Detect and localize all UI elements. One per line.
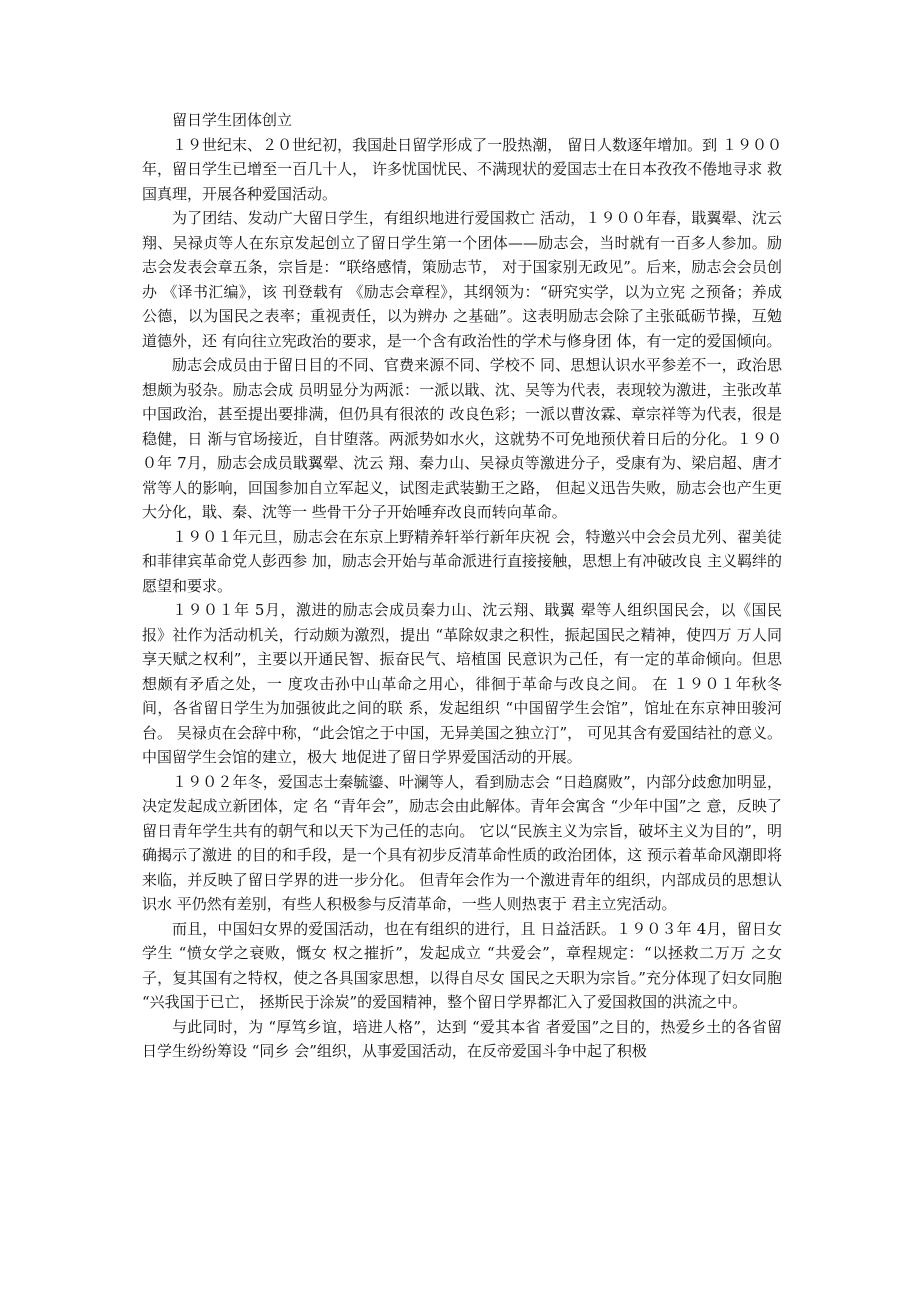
paragraph-1: １９世纪末、２０世纪初，我国赴日留学形成了一股热潮， 留日人数逐年增加。到 １９００年，留日学生已增至一百几十人， 许多忧国忧民、不满现状的爱国志士在日本孜孜不倦地寻求 救国真理，开展各种爱国活动。: [142, 135, 782, 203]
paragraph-2: 为了团结、发动广大留日学生，有组织地进行爱国救亡 活动，１９００年春，戢翼翚、沈云翔、吴禄贞等人在东京发起创立了留日学生第一个团体——励志会，当时就有一百多人参加。励志会发表会章五条，宗旨是：“联络感情，策励志节， 对于国家别无政见”。后来，励志会会员创办 《译书汇编》，该 刊登载有 《励志会章程》，其纲领为：“研究实学，以为立宪 之预备；养成公德，以为国民之表率；重视责任，以为辨办 之基础”。这表明励志会除了主张砥砺节操，互勉道德外，还 有向往立宪政治的要求，是一个含有政治性的学术与修身团 体，有一定的爱国倾向。: [142, 209, 782, 350]
paragraph-8: 与此同时，为 “厚笃乡谊，培进人格”，达到 “爱其本省 者爱国”之目的，热爱乡土的各省留日学生纷纷筹设 “同乡 会”组织，从事爱国活动，在反帝爱国斗争中起了积极: [142, 1017, 782, 1060]
paragraph-4: １９０１年元旦，励志会在东京上野精养轩举行新年庆祝 会，特邀兴中会会员尤列、翟美徒和菲律宾革命党人彭西参 加，励志会开始与革命派进行直接接触，思想上有冲破改良 主义羁绊的愿望和要求。: [142, 527, 782, 595]
paragraph-5: １９０１年 5月，激进的励志会成员秦力山、沈云翔、戢翼 翚等人组织国民会，以《国民报》社作为活动机关，行动颇为激烈，提出 “革除奴隶之积性，振起国民之精神，使四万 万人同享天赋之权利”，主要以开通民智、振奋民气、培植国 民意识为己任，有一定的革命倾向。但思想颇有矛盾之处，一 度攻击孙中山革命之用心，徘徊于革命与改良之间。 在 １９０１年秋冬间，各省留日学生为加强彼此之间的联 系，发起组织 “中国留学生会馆”，馆址在东京神田骏河台。 吴禄贞在会辞中称，“此会馆之于中国，无异美国之独立汀”， 可见其含有爱国结社的意义。中国留学生会馆的建立，极大 地促进了留日学界爱国活动的开展。: [142, 601, 782, 766]
document-body: [142, 108, 782, 1064]
paragraph-6: １９０２年冬，爱国志士秦毓鎏、叶澜等人，看到励志会 “日趋腐败”，内部分歧愈加明显，决定发起成立新团体，定 名 “青年会”，励志会由此解体。青年会寓含 “少年中国”之 意，反映了留日青年学生共有的朝气和以天下为己任的志向。 它以“民族主义为宗旨，破坏主义为目的”，明确揭示了激进 的目的和手段，是一个具有初步反清革命性质的政治团体，这 预示着革命风潮即将来临，并反映了留日学界的进一步分化。 但青年会作为一个激进青年的组织，内部成员的思想认识水 平仍然有差别，有些人积极参与反清革命，一些人则热衷于 君主立宪活动。: [142, 772, 782, 913]
paragraph-7: 而且，中国妇女界的爱国活动，也在有组织的进行，且 日益活跃。１９０３年 4月，留日女学生 “愤女学之衰败，慨女 权之摧折”，发起成立 “共爱会”，章程规定：“以拯救二万万 之女子，复其国有之特权，使之各具国家思想，以得自尽女 国民之天职为宗旨。”充分体现了妇女同胞 “兴我国于已亡， 拯斯民于涂炭”的爱国精神，整个留日学界都汇入了爱国救国的洪流之中。: [142, 919, 782, 1011]
paragraph-3: 励志会成员由于留日目的不同、官费来源不同、学校不 同、思想认识水平参差不一，政治思想颇为驳杂。励志会成 员明显分为两派：一派以戢、沈、吴等为代表，表现较为激进，主张改革中国政治，甚至提出要排满，但仍具有很浓的 改良色彩；一派以曹汝霖、章宗祥等为代表，很是稳健，日 渐与官场接近，自甘堕落。两派势如水火，这就势不可免地预伏着日后的分化。１９００年 7月，励志会成员戢翼翚、沈云 翔、秦力山、吴禄贞等激进分子，受康有为、梁启超、唐才 常等人的影响，回国参加自立军起义，试图走武装勤王之路， 但起义迅告失败，励志会也产生更大分化，戢、秦、沈等一 些骨干分子开始唾弃改良而转向革命。: [142, 356, 782, 521]
document-title: 留日学生团体创立: [172, 111, 293, 129]
